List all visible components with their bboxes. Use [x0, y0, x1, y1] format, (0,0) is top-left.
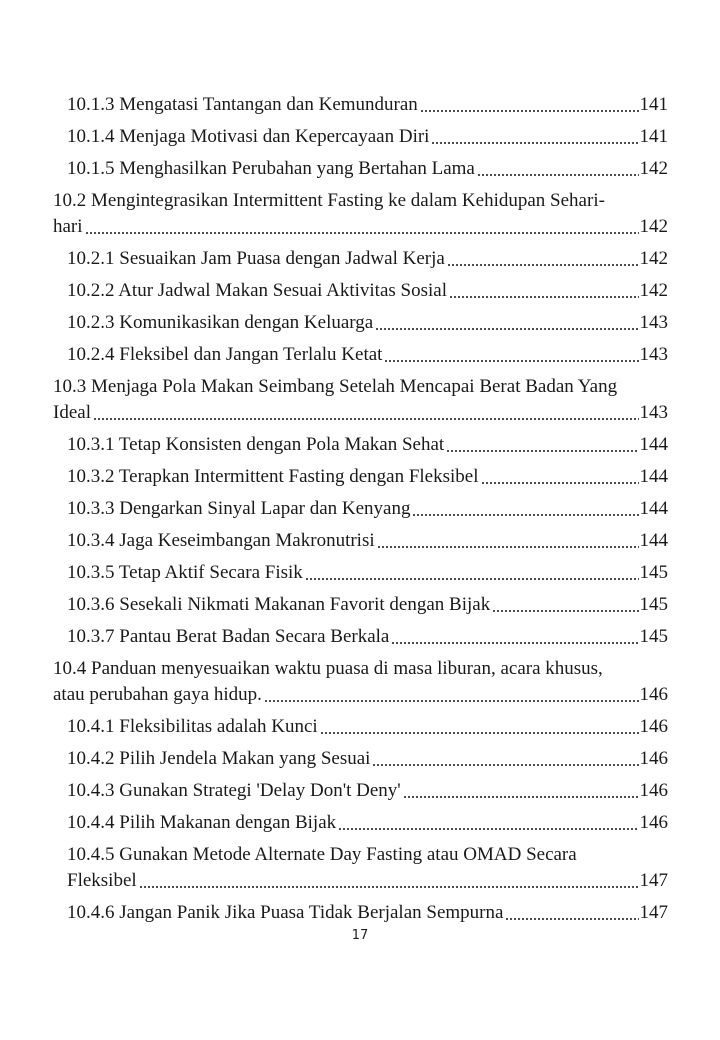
- table-of-contents: [0, 92, 720, 932]
- toc-entry-title: 10.3.4 Jaga Keseimbangan Makronutrisi: [67, 530, 375, 551]
- toc-entry: [0, 432, 720, 458]
- toc-entry-page: 142: [639, 248, 668, 269]
- toc-entry: [0, 900, 720, 926]
- toc-entry-title: 10.3.1 Tetap Konsisten dengan Pola Makan Sehat: [67, 434, 445, 455]
- toc-entry-title-line: 10.2 Mengintegrasikan Intermittent Fasting ke dalam Kehidupan Sehari-: [53, 190, 605, 211]
- toc-entry-title: 10.3.6 Sesekali Nikmati Makanan Favorit dengan Bijak: [67, 594, 491, 615]
- toc-entry-title: 10.2.4 Fleksibel dan Jangan Terlalu Ketat: [67, 344, 383, 365]
- toc-section-entry: [0, 188, 720, 240]
- toc-entry-title-line: 10.3 Menjaga Pola Makan Seimbang Setelah Mencapai Berat Badan Yang: [53, 376, 618, 397]
- toc-entry-page: 141: [639, 94, 668, 115]
- toc-entry: [0, 342, 720, 368]
- toc-entry-title: 10.3.5 Tetap Aktif Secara Fisik: [67, 562, 303, 583]
- toc-entry-title: 10.1.3 Mengatasi Tantangan dan Kemunduran: [67, 94, 418, 115]
- toc-entry: [0, 310, 720, 336]
- toc-entry: [0, 592, 720, 618]
- toc-entry-title: 10.3.2 Terapkan Intermittent Fasting dengan Fleksibel: [67, 466, 479, 487]
- toc-entry-title: 10.3.7 Pantau Berat Badan Secara Berkala: [67, 626, 390, 647]
- dot-leader: [420, 110, 639, 112]
- toc-entry-title: 10.4.6 Jangan Panik Jika Puasa Tidak Berjalan Sempurna: [67, 902, 504, 923]
- toc-entry: [0, 246, 720, 272]
- toc-entry-title-line: 10.4 Panduan menyesuaikan waktu puasa di masa liburan, acara khusus,: [53, 658, 603, 679]
- toc-entry-page: 144: [639, 498, 668, 519]
- toc-section-entry: [0, 656, 720, 708]
- toc-entry-page: 146: [639, 780, 668, 801]
- dot-leader: [305, 578, 639, 580]
- toc-entry-page: 146: [639, 684, 668, 705]
- toc-entry-page: 147: [639, 870, 668, 891]
- toc-entry: [0, 624, 720, 650]
- toc-entry: [0, 124, 720, 150]
- dot-leader: [139, 886, 639, 888]
- toc-entry-page: 146: [639, 812, 668, 833]
- page-number: 17: [351, 928, 369, 943]
- toc-entry: [0, 778, 720, 804]
- toc-entry-page: 144: [639, 434, 668, 455]
- toc-entry: [0, 528, 720, 554]
- dot-leader: [320, 732, 639, 734]
- toc-entry: [0, 464, 720, 490]
- toc-entry-page: 146: [639, 716, 668, 737]
- dot-leader: [85, 232, 639, 234]
- toc-entry-page: 143: [639, 312, 668, 333]
- dot-leader: [93, 418, 639, 420]
- dot-leader: [375, 328, 638, 330]
- dot-leader: [338, 828, 638, 830]
- toc-entry-title: 10.4.1 Fleksibilitas adalah Kunci: [67, 716, 318, 737]
- toc-entry-title: 10.4.2 Pilih Jendela Makan yang Sesuai: [67, 748, 371, 769]
- dot-leader: [384, 360, 638, 362]
- toc-entry-title: atau perubahan gaya hidup.: [53, 684, 262, 705]
- toc-entry-page: 145: [639, 562, 668, 583]
- dot-leader: [481, 482, 639, 484]
- toc-entry-page: 142: [639, 280, 668, 301]
- dot-leader: [492, 610, 638, 612]
- toc-entry-page: 144: [639, 466, 668, 487]
- dot-leader: [505, 918, 638, 920]
- toc-entry-page: 144: [639, 530, 668, 551]
- toc-entry: [0, 278, 720, 304]
- toc-entry: [0, 156, 720, 182]
- toc-entry-title: Fleksibel: [67, 870, 137, 891]
- dot-leader: [431, 142, 638, 144]
- toc-entry-title: 10.1.5 Menghasilkan Perubahan yang Bertahan Lama: [67, 158, 475, 179]
- toc-entry-title: 10.2.3 Komunikasikan dengan Keluarga: [67, 312, 374, 333]
- dot-leader: [372, 764, 638, 766]
- toc-section-entry: [0, 374, 720, 426]
- dot-leader: [377, 546, 639, 548]
- toc-entry-page: 143: [639, 402, 668, 423]
- toc-entry-page: 141: [639, 126, 668, 147]
- toc-entry-page: 147: [639, 902, 668, 923]
- dot-leader: [449, 296, 639, 298]
- toc-entry-title: hari: [53, 216, 83, 237]
- toc-entry: [0, 92, 720, 118]
- dot-leader: [477, 174, 639, 176]
- dot-leader: [446, 450, 638, 452]
- toc-entry-page: 143: [639, 344, 668, 365]
- toc-entry-title: Ideal: [53, 402, 91, 423]
- toc-entry: [0, 496, 720, 522]
- toc-entry: [0, 560, 720, 586]
- dot-leader: [403, 796, 639, 798]
- toc-entry-title: 10.4.3 Gunakan Strategi 'Delay Don't Deny': [67, 780, 401, 801]
- toc-entry-title: 10.3.3 Dengarkan Sinyal Lapar dan Kenyang: [67, 498, 411, 519]
- dot-leader: [447, 264, 639, 266]
- dot-leader: [391, 642, 638, 644]
- toc-entry-page: 142: [639, 158, 668, 179]
- toc-entry: [0, 714, 720, 740]
- dot-leader: [412, 514, 638, 516]
- toc-entry-title-line: 10.4.5 Gunakan Metode Alternate Day Fasting atau OMAD Secara: [67, 844, 577, 865]
- dot-leader: [264, 700, 639, 702]
- toc-entry-page: 142: [639, 216, 668, 237]
- toc-entry-page: 146: [639, 748, 668, 769]
- toc-entry-page: 145: [639, 594, 668, 615]
- toc-entry-title: 10.2.1 Sesuaikan Jam Puasa dengan Jadwal Kerja: [67, 248, 445, 269]
- toc-entry: [0, 746, 720, 772]
- toc-entry: [0, 810, 720, 836]
- toc-entry: [0, 842, 720, 894]
- toc-entry-title: 10.2.2 Atur Jadwal Makan Sesuai Aktivitas Sosial: [67, 280, 447, 301]
- toc-entry-title: 10.1.4 Menjaga Motivasi dan Kepercayaan Diri: [67, 126, 430, 147]
- toc-entry-title: 10.4.4 Pilih Makanan dengan Bijak: [67, 812, 337, 833]
- toc-entry-page: 145: [639, 626, 668, 647]
